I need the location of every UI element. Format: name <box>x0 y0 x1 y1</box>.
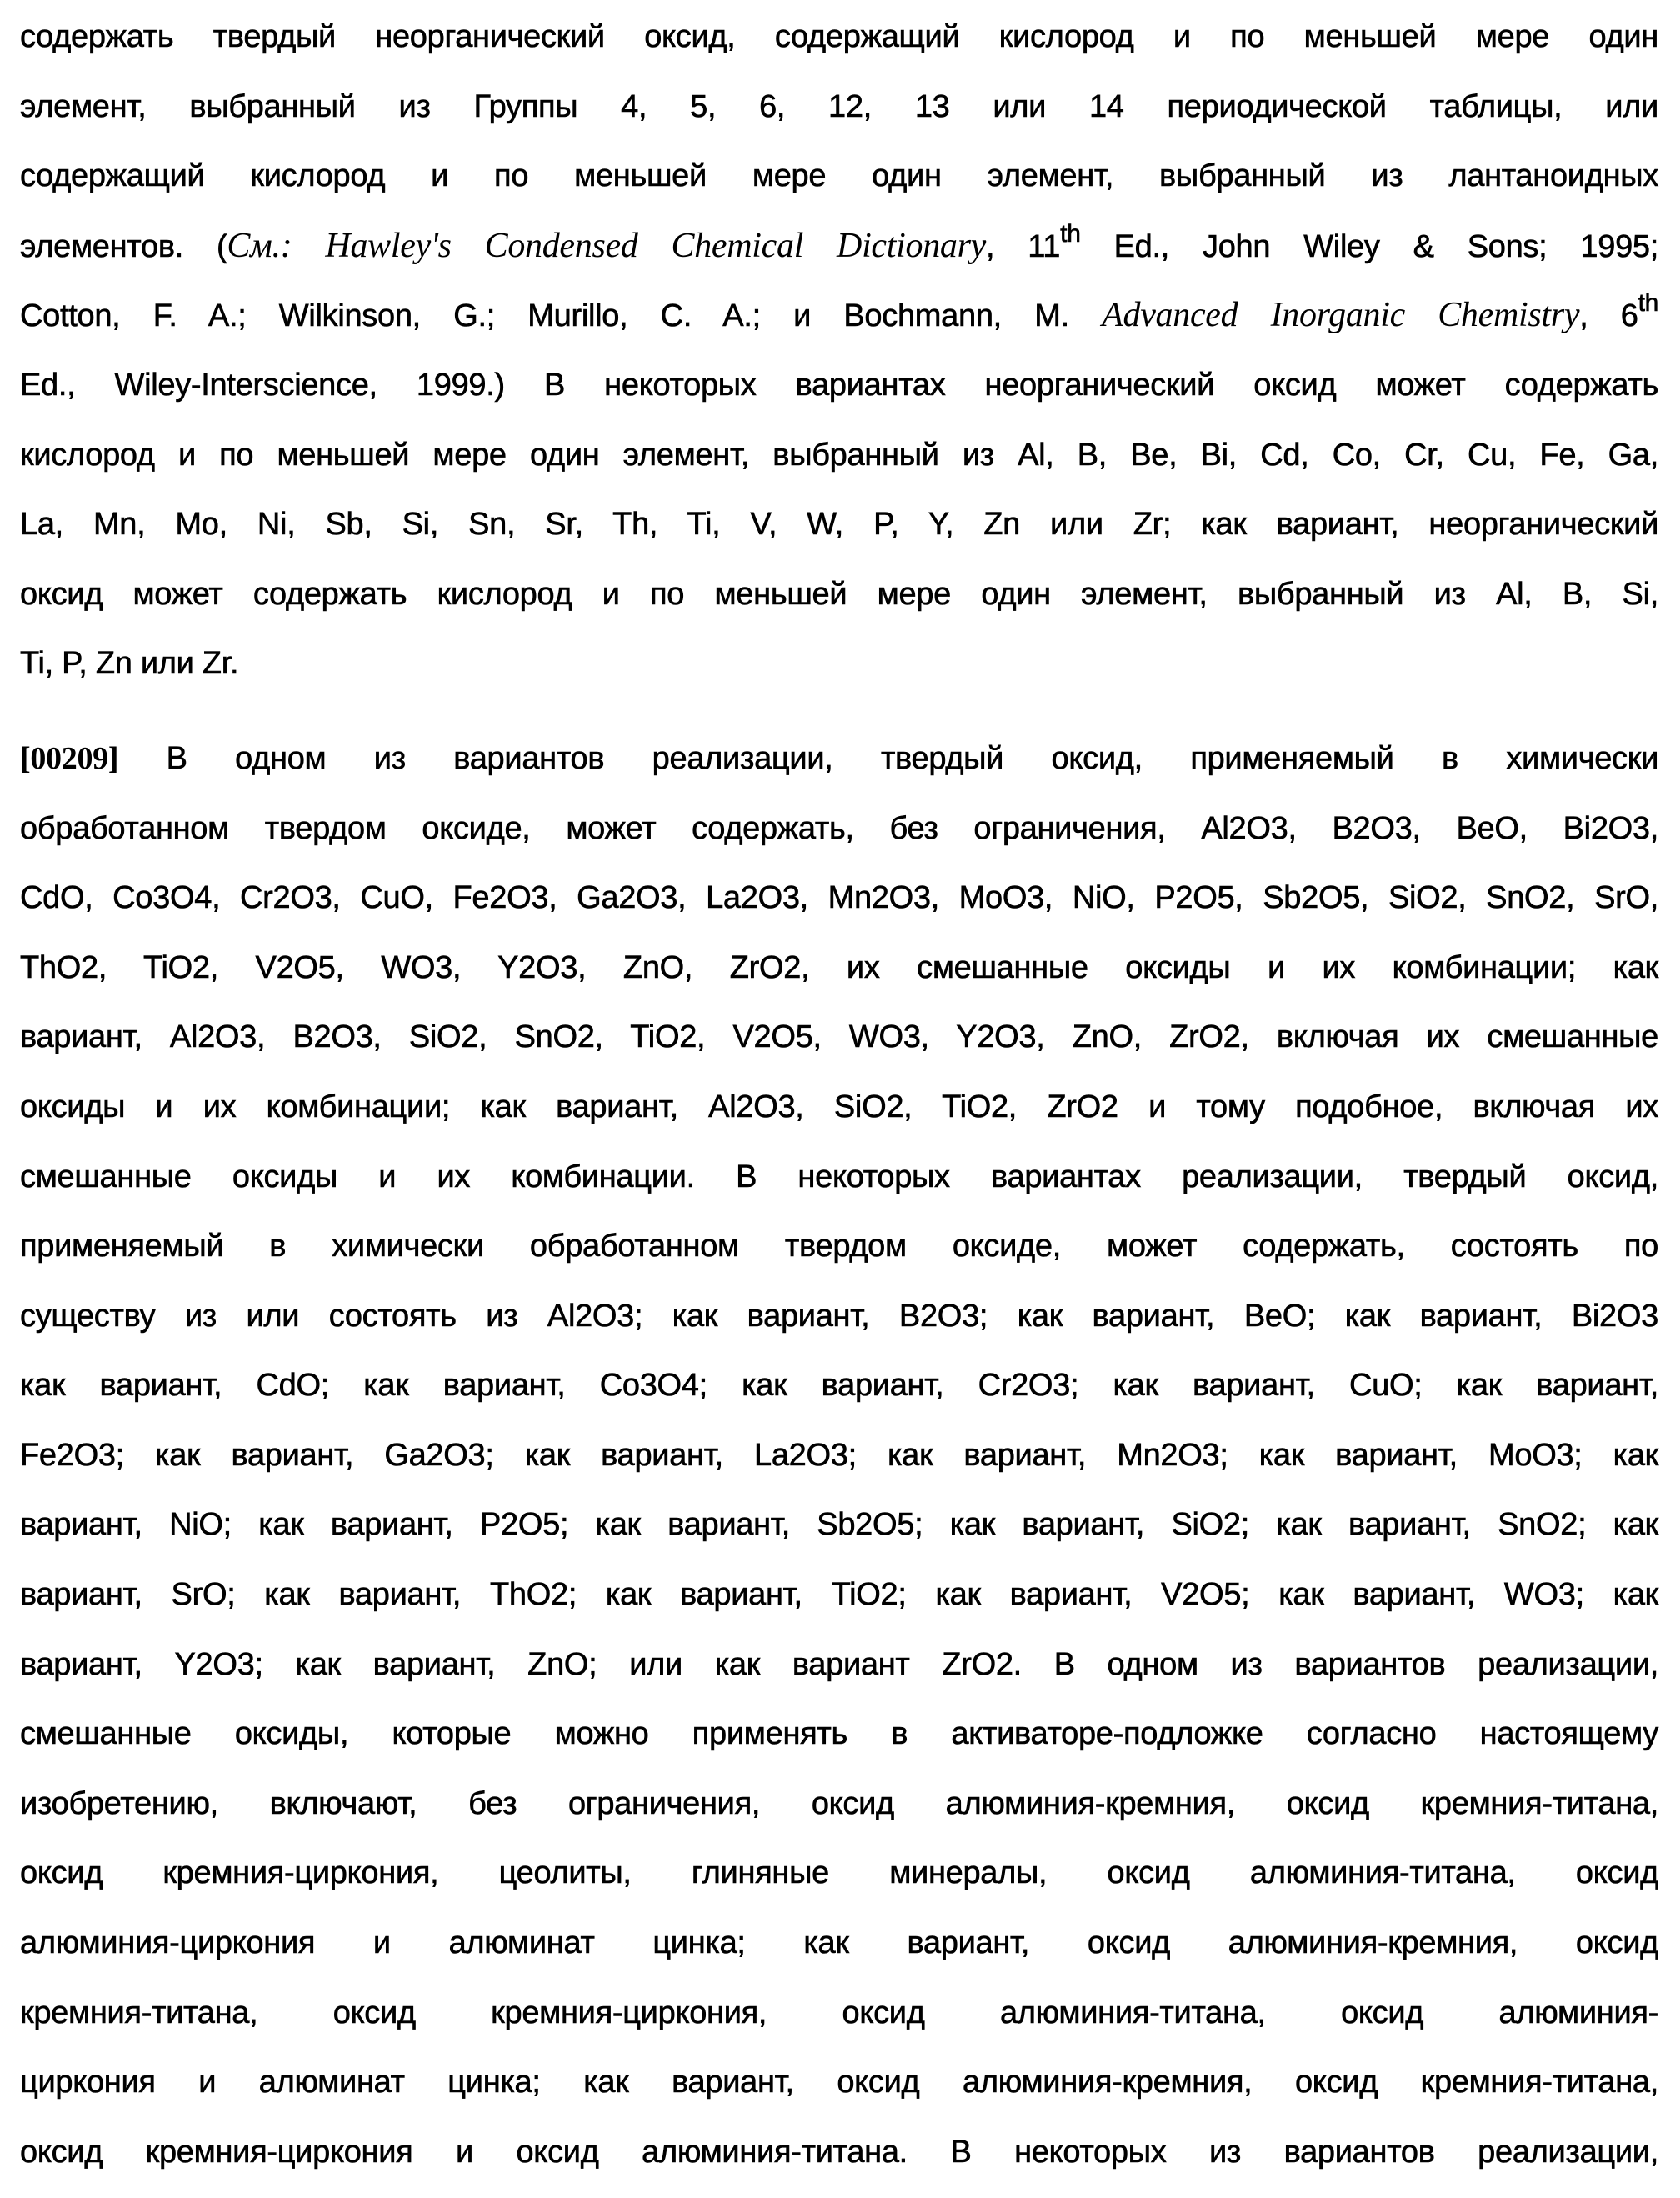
text-line: ThO2, TiO2, V2O5, WO3, Y2O3, ZnO, ZrO2, их смешанные оксиды и их комбинации; как <box>20 944 1658 1014</box>
text-line: Ed., Wiley-Interscience, 1999.) В некоторых вариантах неорганический оксид может содержать <box>20 362 1658 432</box>
text-line: смешанные оксиды и их комбинации. В некоторых вариантах реализации, твердый оксид, <box>20 1154 1658 1224</box>
text-line: алюминия-циркония и алюминат цинка; как вариант, оксид алюминия-кремния, оксид <box>20 1920 1658 1990</box>
text-line: элемент, выбранный из Группы 4, 5, 6, 12, 13 или 14 периодической таблицы, или <box>20 83 1658 153</box>
text-line: изобретению, включают, без ограничения, оксид алюминия-кремния, оксид кремния-титана, <box>20 1780 1658 1850</box>
document-page <box>20 13 1658 2198</box>
paragraph-gap <box>20 710 1658 735</box>
text: Ed., John Wiley & Sons; 1995; <box>1081 229 1658 264</box>
text-line: существу из или состоять из Al2O3; как вариант, B2O3; как вариант, BeO; как вариант, Bi2O3 <box>20 1293 1658 1363</box>
paragraph-first-line <box>20 735 1658 805</box>
text-line: Fe2O3; как вариант, Ga2O3; как вариант, La2O3; как вариант, Mn2O3; как вариант, MoO3; как <box>20 1432 1658 1502</box>
text-line: содержать твердый неорганический оксид, содержащий кислород и по меньшей мере один <box>20 13 1658 83</box>
text-line: применяемый в химически обработанном твердом оксиде, может содержать, состоять по <box>20 1223 1658 1293</box>
text-line: CdO, Co3O4, Cr2O3, CuO, Fe2O3, Ga2O3, La2O3, Mn2O3, MoO3, NiO, P2O5, Sb2O5, SiO2, SnO2, SrO, <box>20 874 1658 944</box>
text-line: обработанном твердом оксиде, может содержать, без ограничения, Al2O3, B2O3, BeO, Bi2O3, <box>20 805 1658 875</box>
text: , 6 <box>1579 298 1638 333</box>
paragraph-body <box>20 805 1658 2198</box>
text: , 11 <box>986 229 1060 264</box>
text-line: вариант, Al2O3, B2O3, SiO2, SnO2, TiO2, V2O5, WO3, Y2O3, ZnO, ZrO2, включая их смешанные <box>20 1014 1658 1084</box>
text-line: кремния-титана, оксид кремния-циркония, оксид алюминия-титана, оксид алюминия- <box>20 1990 1658 2060</box>
superscript: th <box>1060 220 1080 248</box>
text-line: вариант, SrO; как вариант, ThO2; как вариант, TiO2; как вариант, V2O5; как вариант, WO3; как <box>20 1571 1658 1641</box>
text-line: оксид кремния-циркония, цеолиты, глиняные минералы, оксид алюминия-титана, оксид <box>20 1850 1658 1920</box>
text-line: оксид кремния-циркония и оксид алюминия-титана. В некоторых из вариантов реализации, <box>20 2129 1658 2198</box>
text-line: La, Mn, Mo, Ni, Sb, Si, Sn, Sr, Th, Ti, V, W, P, Y, Zn или Zr; как вариант, неорганический <box>20 501 1658 571</box>
citation-title: Advanced Inorganic Chemistry <box>1102 296 1579 334</box>
text-line: как вариант, CdO; как вариант, Co3O4; как вариант, Cr2O3; как вариант, CuO; как вариант, <box>20 1362 1658 1432</box>
paragraph-number: [00209] <box>20 741 118 776</box>
text-line: содержащий кислород и по меньшей мере один элемент, выбранный из лантаноидных <box>20 153 1658 223</box>
text-line: кислород и по меньшей мере один элемент, выбранный из Al, B, Be, Bi, Cd, Co, Cr, Cu, Fe, Ga, <box>20 432 1658 502</box>
text-line: Ti, P, Zn или Zr. <box>20 640 1658 710</box>
text-line: оксиды и их комбинации; как вариант, Al2O3, SiO2, TiO2, ZrO2 и тому подобное, включая их <box>20 1084 1658 1154</box>
citation-line <box>20 292 1658 362</box>
superscript: th <box>1638 289 1658 317</box>
citation-title: См.: Hawley's Condensed Chemical Dictionary <box>227 227 986 265</box>
text: элементов. ( <box>20 229 227 264</box>
citation-line <box>20 223 1658 293</box>
text-line: оксид может содержать кислород и по меньшей мере один элемент, выбранный из Al, B, Si, <box>20 571 1658 641</box>
text-line: вариант, NiO; как вариант, P2O5; как вариант, Sb2O5; как вариант, SiO2; как вариант, SnO2; как <box>20 1501 1658 1571</box>
text-line: вариант, Y2O3; как вариант, ZnO; или как вариант ZrO2. В одном из вариантов реализации, <box>20 1641 1658 1711</box>
text-line: циркония и алюминат цинка; как вариант, оксид алюминия-кремния, оксид кремния-титана, <box>20 2059 1658 2129</box>
text: В одном из вариантов реализации, твердый оксид, применяемый в химически <box>118 741 1658 776</box>
text-line: смешанные оксиды, которые можно применять в активаторе-подложке согласно настоящему <box>20 1710 1658 1780</box>
text: Cotton, F. A.; Wilkinson, G.; Murillo, C. A.; и Bochmann, M. <box>20 298 1102 333</box>
